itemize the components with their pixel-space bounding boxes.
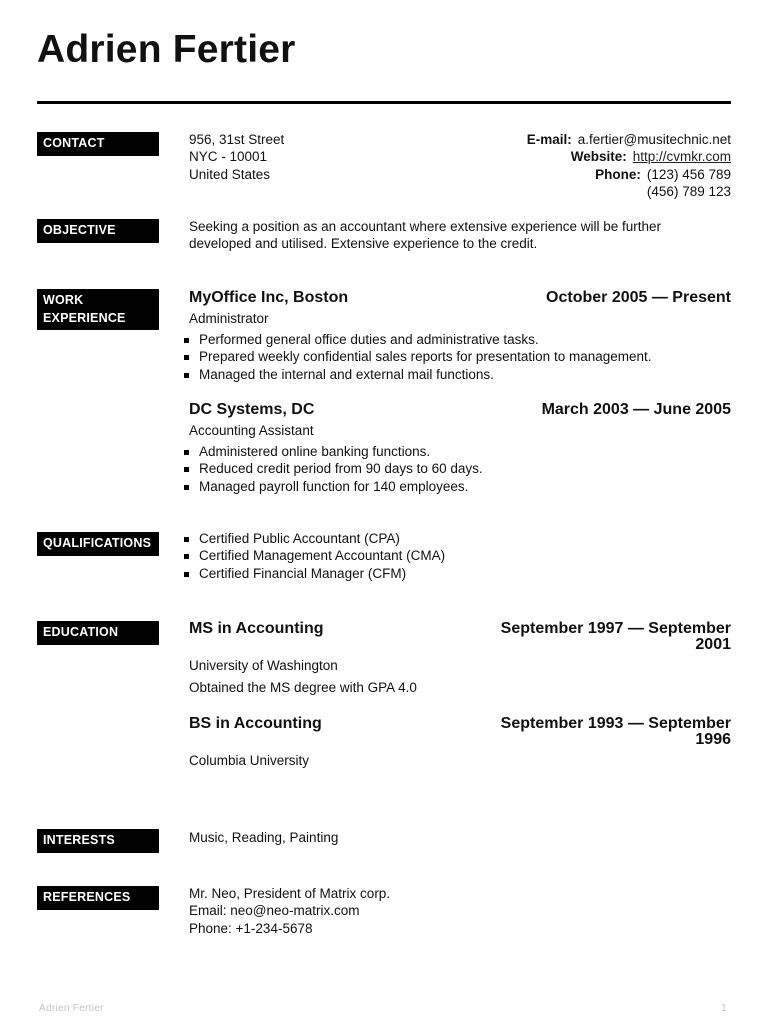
date-line: 2001 (695, 636, 731, 653)
job-title: Administrator (189, 311, 269, 326)
section-label-interests: INTERESTS (37, 829, 159, 853)
phone-value: (123) 456 789 (646, 166, 731, 182)
section-label-qualifications: QUALIFICATIONS (37, 532, 159, 556)
label-line: EXPERIENCE (43, 310, 126, 325)
degree-school: Columbia University (189, 753, 310, 768)
degree-dates (501, 716, 731, 748)
website-row (527, 148, 731, 165)
job-title: Accounting Assistant (189, 423, 314, 438)
section-label-work-experience (37, 289, 159, 330)
degree-dates (501, 621, 731, 653)
list-item: Certified Public Accountant (CPA) (189, 530, 445, 547)
section-label-contact: CONTACT (37, 132, 159, 156)
section-label-education: EDUCATION (37, 621, 159, 645)
date-line: September 1993 — September (500, 715, 731, 732)
date-line: 1996 (695, 731, 731, 748)
address-line: United States (189, 166, 271, 182)
section-label-references: REFERENCES (37, 886, 159, 910)
section-label-objective: OBJECTIVE (37, 219, 159, 243)
website-link[interactable]: http://cvmkr.com (632, 149, 731, 165)
list-item: Performed general office duties and administrative tasks. (189, 331, 652, 348)
resume-name: Adrien Fertier (37, 28, 296, 71)
job-bullets (189, 331, 652, 383)
footer-name: Adrien Fertier (39, 1003, 104, 1014)
website-label: Website: (570, 149, 627, 165)
header-divider (37, 101, 731, 104)
list-item: Certified Financial Manager (CFM) (189, 565, 445, 582)
job-company: MyOffice Inc, Boston (189, 289, 349, 306)
list-item: Prepared weekly confidential sales reports for presentation to management. (189, 348, 652, 365)
qualifications-list (189, 530, 445, 582)
degree-school: University of Washington (189, 658, 338, 673)
phone-value: (456) 789 123 (646, 183, 731, 199)
degree-note: Obtained the MS degree with GPA 4.0 (189, 680, 417, 695)
list-item: Managed the internal and external mail functions. (189, 366, 652, 383)
footer-page-number: 1 (721, 1003, 727, 1014)
address-line: 956, 31st Street (189, 132, 285, 147)
label-line: WORK (43, 293, 84, 307)
interests-text: Music, Reading, Painting (189, 830, 339, 845)
list-item: Managed payroll function for 140 employees. (189, 478, 483, 495)
references-block (189, 885, 390, 937)
date-line: September 1997 — September (500, 620, 731, 637)
degree-title: BS in Accounting (189, 715, 322, 732)
phone-row (527, 166, 731, 183)
contact-address (189, 131, 284, 183)
list-item: Certified Management Accountant (CMA) (189, 547, 445, 564)
list-item: Administered online banking functions. (189, 443, 483, 460)
degree-title: MS in Accounting (189, 620, 324, 637)
email-value[interactable]: a.fertier@musitechnic.net (577, 132, 731, 147)
email-row (527, 131, 731, 148)
objective-text: Seeking a position as an accountant where extensive experience will be further developed and utilised. Extensive experience to the credit. (189, 219, 662, 252)
email-label: E-mail: (526, 132, 572, 147)
job-company: DC Systems, DC (189, 401, 315, 418)
reference-line: Phone: +1-234-5678 (189, 920, 313, 936)
address-line: NYC - 10001 (189, 149, 268, 165)
phone-label: Phone: (595, 166, 641, 182)
contact-details (527, 131, 731, 200)
job-dates: March 2003 — June 2005 (541, 401, 731, 418)
job-bullets (189, 443, 483, 495)
reference-line: Mr. Neo, President of Matrix corp. (189, 886, 391, 901)
job-dates: October 2005 — Present (546, 289, 731, 306)
phone-row-2 (527, 183, 731, 200)
list-item: Reduced credit period from 90 days to 60 days. (189, 460, 483, 477)
reference-line: Email: neo@neo-matrix.com (189, 903, 360, 919)
